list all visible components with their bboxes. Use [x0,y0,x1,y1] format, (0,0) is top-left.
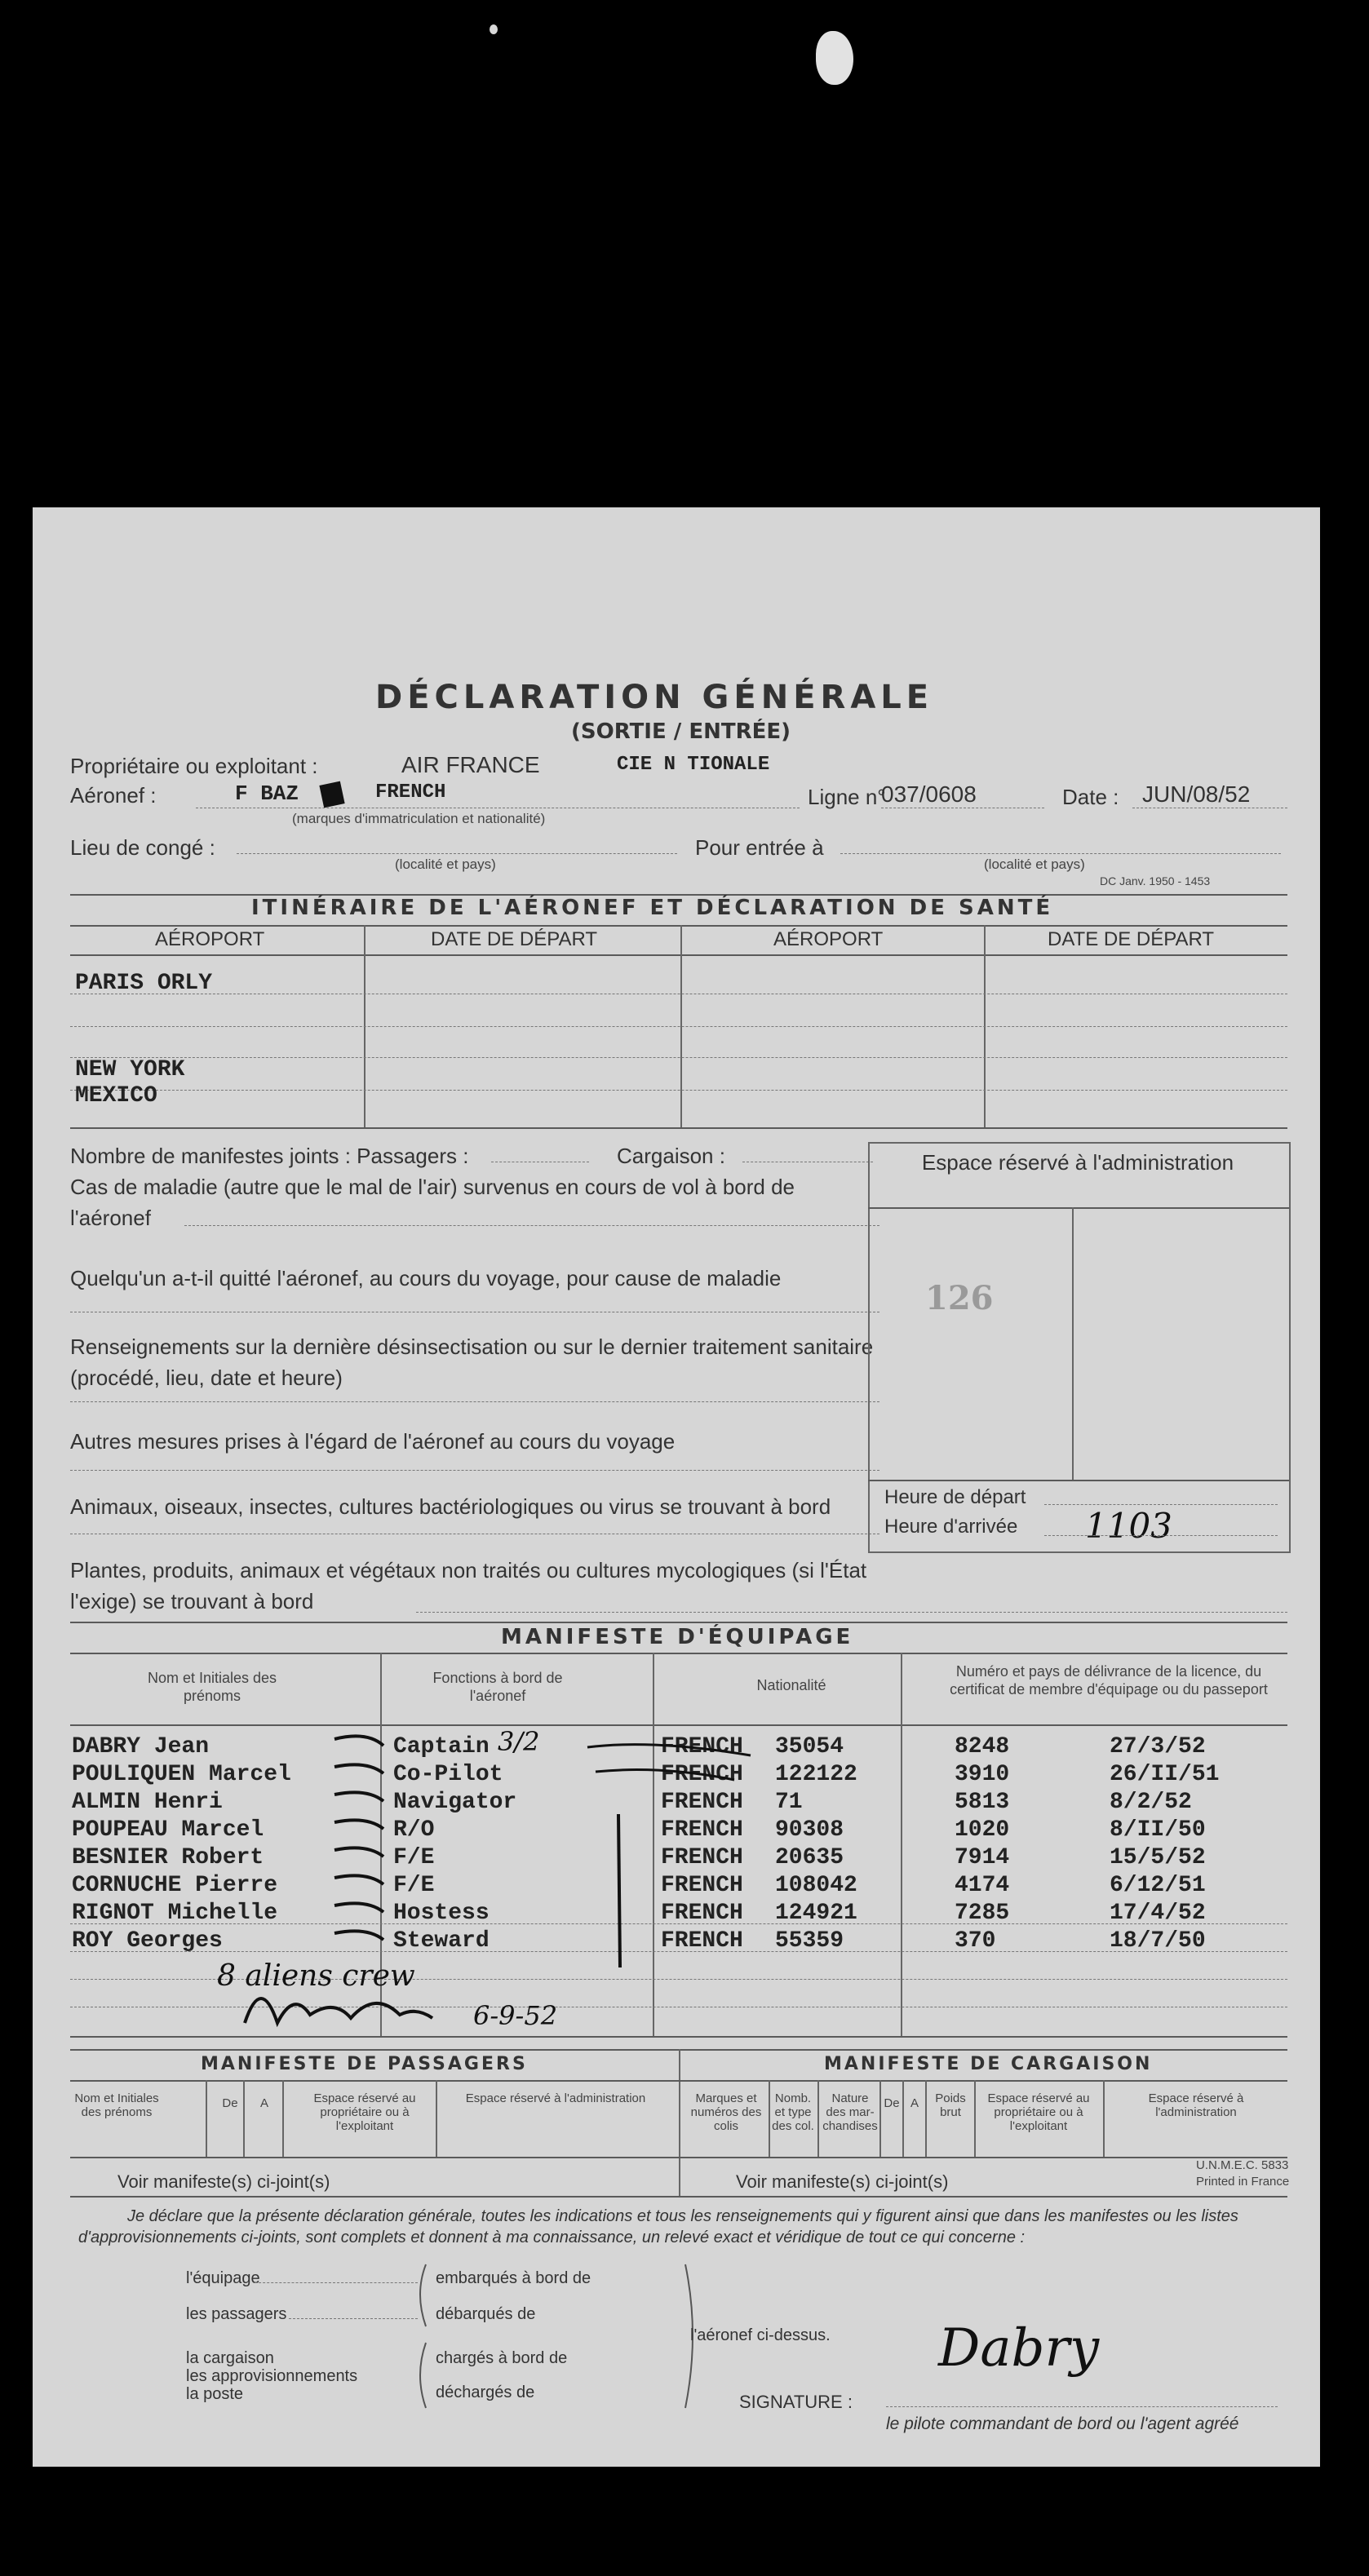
cargo-col-count: Nomb. et type des col. [772,2091,814,2133]
declaration-form [33,507,1320,2467]
decl-unloaded: déchargés de [436,2383,535,2401]
handwritten-initials [237,1982,473,2039]
crew-nationality-number: 35054 [775,1734,844,1759]
form-reference: DC Janv. 1950 - 1453 [1100,874,1211,887]
decl-passengers-label: les passagers [186,2305,287,2323]
crew-nationality-number: 71 [775,1790,803,1815]
entry-note: (localité et pays) [984,856,1085,872]
cargo-manifest-heading: MANIFESTE DE CARGAISON [824,2054,1153,2074]
crew-date: 6/12/51 [1110,1873,1206,1898]
form-ref-unmec: U.N.M.E.C. 5833 [1196,2158,1289,2172]
crew-name: RIGNOT Michelle [72,1901,278,1926]
cargo-col-admin: Espace réservé à l'administration [1148,2091,1244,2119]
film-speck-large [816,31,853,85]
line-value: 037/0608 [881,781,977,807]
handwritten-date: 6-9-52 [473,2000,558,2031]
crew-col-nationality: Nationalité [756,1677,826,1693]
crew-name: BESNIER Robert [72,1845,264,1870]
printed-in-france: Printed in France [1196,2175,1290,2189]
crew-nationality: FRENCH [661,1817,743,1843]
crew-name: POULIQUEN Marcel [72,1762,291,1787]
crew-licence: 5813 [955,1790,1010,1815]
itinerary-col-airport-1: AÉROPORT [155,928,265,950]
signature-value: Dabry [938,2318,1100,2379]
crew-nationality: FRENCH [661,1845,743,1870]
cargo-count-label: Cargaison : [617,1144,725,1168]
date-value: JUN/08/52 [1142,781,1251,807]
crew-nationality: FRENCH [661,1762,743,1787]
crew-col-licence: Numéro et pays de délivrance de la licence, du certificat de membre d'équipage ou du passeport [950,1663,1268,1697]
date-label: Date : [1062,785,1119,809]
handwritten-annotations [571,1723,816,1967]
redaction-mark [319,781,344,808]
film-speck [490,24,498,34]
pax-col-name: Nom et Initiales des prénoms [74,2091,159,2119]
crew-date: 26/II/51 [1110,1762,1220,1787]
crew-licence: 7285 [955,1901,1010,1926]
crew-licence: 1020 [955,1817,1010,1843]
aircraft-nationality: FRENCH [375,781,446,803]
plants-label: Plantes, produits, animaux et végétaux non traités ou cultures mycologiques (si l'État l'exige) se trouvant à bord [70,1558,867,1613]
signature-label: SIGNATURE : [739,2392,853,2412]
crew-nationality-number: 122122 [775,1762,857,1787]
admin-stamp-number: 126 [925,1279,994,1317]
aircraft-registration: F BAZ [235,781,299,806]
cargo-col-weight: Poids brut [935,2091,966,2119]
cargo-col-from: De [884,2096,900,2110]
decl-mail-label: la poste [186,2385,244,2403]
crew-nationality: FRENCH [661,1901,743,1926]
line-label: Ligne n° [808,785,886,809]
cargo-see-attached: Voir manifeste(s) ci-joint(s) [736,2171,949,2192]
crew-function: F/E [393,1873,435,1898]
crew-name: ALMIN Henri [72,1790,223,1815]
crew-nationality-number: 20635 [775,1845,844,1870]
crew-date: 8/II/50 [1110,1817,1206,1843]
crew-function: Hostess [393,1901,490,1926]
crew-licence: 370 [955,1928,996,1954]
left-aircraft-label: Quelqu'un a-t-il quitté l'aéronef, au cours du voyage, pour cause de maladie [70,1266,782,1290]
pax-col-to: A [259,2096,268,2110]
crew-nationality: FRENCH [661,1873,743,1898]
illness-label: Cas de maladie (autre que le mal de l'air) survenus en cours de vol à bord de l'aéronef [70,1175,795,1230]
decl-cargo-label: la cargaison [186,2349,274,2367]
crew-function: Captain [393,1734,490,1759]
animals-label: Animaux, oiseaux, insectes, cultures bactériologiques ou virus se trouvant à bord [70,1494,831,1519]
crew-date: 18/7/50 [1110,1928,1206,1954]
crew-name: ROY Georges [72,1928,223,1954]
signatory-label: le pilote commandant de bord ou l'agent agréé [886,2414,1239,2433]
crew-date: 8/2/52 [1110,1790,1192,1815]
itinerary-col-date-2: DATE DE DÉPART [1048,928,1215,950]
cargo-col-nature: Nature des mar-chandises [822,2091,878,2133]
owner-label: Propriétaire ou exploitant : [70,754,318,778]
crew-name: CORNUCHE Pierre [72,1873,278,1898]
declaration-text: Je déclare que la présente déclaration générale, toutes les indications et tous les renseignements qui y figurent ainsi que dans les manifestes ou les listes d'approvisionnements ci-joints, sont complets et donnent à ma connaissance, un relevé exact et véridique de tout ce qui concerne : [78,2207,1238,2246]
admin-reserved-label: Espace réservé à l'administration [921,1150,1234,1175]
form-subtitle: (SORTIE / ENTRÉE) [571,719,791,744]
itinerary-airport-3: MEXICO [75,1083,157,1109]
itinerary-col-airport-2: AÉROPORT [773,928,884,950]
pax-col-admin: Espace réservé à l'administration [465,2091,646,2105]
crew-nationality-number: 90308 [775,1817,844,1843]
decl-loaded: chargés à bord de [436,2349,568,2367]
pax-col-owner: Espace réservé au propriétaire ou à l'exploitant [313,2091,416,2133]
other-measures-label: Autres mesures prises à l'égard de l'aéronef au cours du voyage [70,1429,676,1454]
crew-function: Co-Pilot [393,1762,503,1787]
arrival-hour-value: 1103 [1085,1506,1172,1546]
handwritten-crew-count: 8 aliens crew [217,1959,415,1993]
crew-name: DABRY Jean [72,1734,210,1759]
decl-disembarked: débarqués de [436,2305,536,2323]
crew-nationality-number: 108042 [775,1873,857,1898]
crew-nationality: FRENCH [661,1928,743,1954]
crew-nationality: FRENCH [661,1790,743,1815]
decl-crew-label: l'équipage [186,2269,260,2287]
crew-licence: 8248 [955,1734,1010,1759]
pax-see-attached: Voir manifeste(s) ci-joint(s) [117,2171,330,2192]
departure-note: (localité et pays) [395,856,496,872]
crew-col-name: Nom et Initiales des prénoms [147,1670,277,1704]
crew-function: F/E [393,1845,435,1870]
decl-embarked: embarqués à bord de [436,2269,591,2287]
disinsection-label: Renseignements sur la dernière désinsectisation ou sur le dernier traitement sanitaire (procédé, lieu, date et heure) [70,1334,874,1390]
aircraft-label: Aéronef : [70,783,157,808]
cargo-col-owner: Espace réservé au propriétaire ou à l'exploitant [987,2091,1090,2133]
itinerary-col-date-1: DATE DE DÉPART [431,928,598,950]
crew-date: 15/5/52 [1110,1845,1206,1870]
owner-value: AIR FRANCE [401,752,540,777]
owner-extra: CIE N TIONALE [617,754,770,776]
pax-col-from: De [222,2096,238,2110]
crew-date: 27/3/52 [1110,1734,1206,1759]
itinerary-airport-1: PARIS ORLY [75,971,213,996]
captain-handwritten-note: 3/2 [498,1726,540,1757]
crew-function: R/O [393,1817,435,1843]
aircraft-note: (marques d'immatriculation et nationalité) [292,811,546,826]
handwritten-tick-marks [302,1728,400,1948]
crew-licence: 4174 [955,1873,1010,1898]
itinerary-heading: ITINÉRAIRE DE L'AÉRONEF ET DÉCLARATION DE SANTÉ [251,896,1054,920]
cargo-col-marks: Marques et numéros des colis [690,2091,762,2133]
crew-nationality-number: 124921 [775,1901,857,1926]
crew-nationality-number: 55359 [775,1928,844,1954]
crew-col-function: Fonctions à bord de l'aéronef [432,1670,563,1704]
arrival-hour-label: Heure d'arrivée [884,1516,1018,1538]
decl-aircraft-above: l'aéronef ci-dessus. [690,2326,831,2344]
crew-function: Navigator [393,1790,517,1815]
manifests-label: Nombre de manifestes joints : Passagers : [70,1144,469,1168]
departure-label: Lieu de congé : [70,835,215,860]
departure-hour-label: Heure de départ [884,1486,1026,1508]
crew-licence: 7914 [955,1845,1010,1870]
crew-licence: 3910 [955,1762,1010,1787]
entry-label: Pour entrée à [695,835,824,860]
cargo-col-to: A [910,2096,919,2110]
passenger-manifest-heading: MANIFESTE DE PASSAGERS [201,2054,528,2074]
crew-date: 17/4/52 [1110,1901,1206,1926]
crew-manifest-heading: MANIFESTE D'ÉQUIPAGE [501,1625,854,1649]
crew-function: Steward [393,1928,490,1954]
crew-name: POUPEAU Marcel [72,1817,264,1843]
decl-supplies-label: les approvisionnements [186,2367,358,2385]
itinerary-airport-2: NEW YORK [75,1057,185,1082]
crew-nationality: FRENCH [661,1734,743,1759]
form-title: DÉCLARATION GÉNÉRALE [375,679,934,716]
